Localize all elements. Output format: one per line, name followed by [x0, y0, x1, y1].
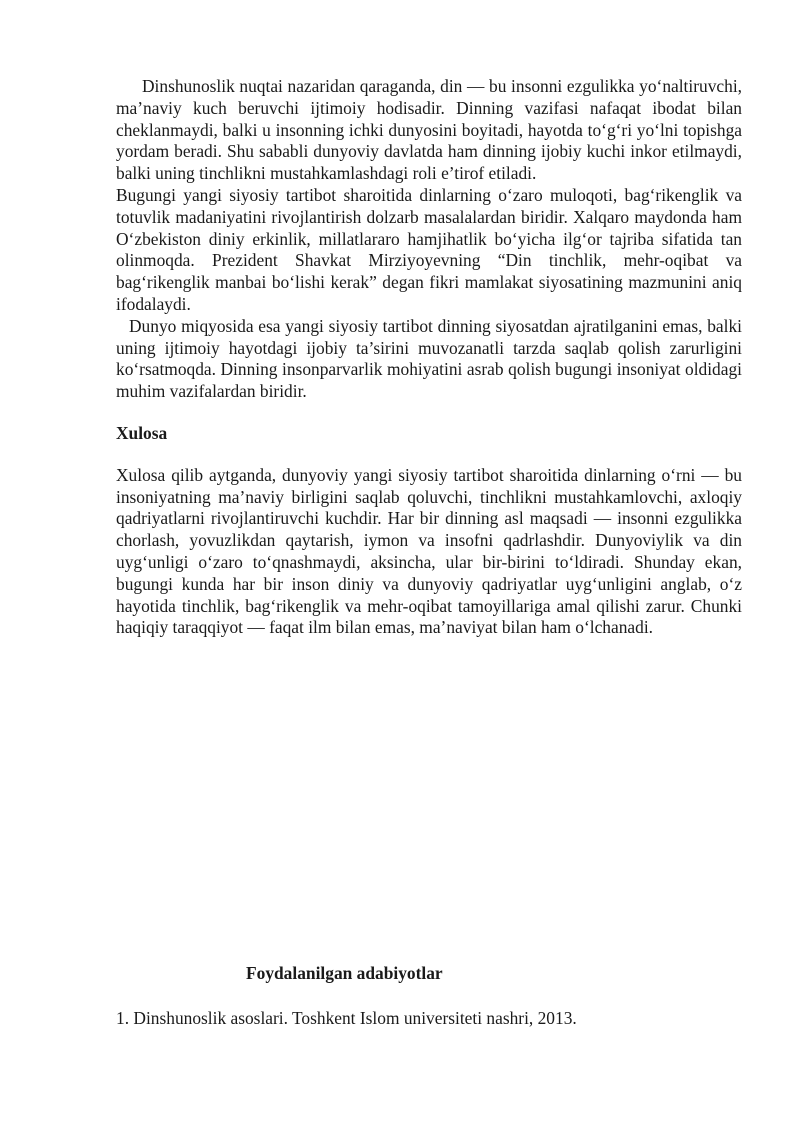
section-heading-references: Foydalanilgan adabiyotlar [246, 963, 443, 983]
body-paragraph: Dinshunoslik nuqtai nazaridan qaraganda, din — bu insonni ezgulikka yo‘naltiruvchi, ma’naviy kuch beruvchi ijtimoiy hodisadir. Dinning vazifasi nafaqat ibodat bilan cheklanmaydi, balki u insonning ichki dunyosini boyitadi, hayotda to‘g‘ri yo‘lni topishga yordam beradi. Shu sababli dunyoviy davlatda ham dinning ijobiy kuchi inkor etilmaydi, balki uning tinchlikni mustahkamlashdagi roli e’tirof etiladi. [116, 76, 742, 184]
conclusion-paragraph: Xulosa qilib aytganda, dunyoviy yangi siyosiy tartibot sharoitida dinlarning o‘rni — bu insoniyatning ma’naviy birligini saqlab qoluvchi, tinchlikni mustahkamlovchi, axloqiy qadriyatlarni rivojlantiruvchi kuchdir. Har bir dinning asl maqsadi — insonni ezgulikka chorlash, yovuzlikdan qaytarish, iymon va insofni qadrlashdir. Dunyoviylik va din uyg‘unligi o‘zaro to‘qnashmaydi, aksincha, ular bir-birini to‘ldiradi. Shunday ekan, bugungi kunda har bir inson diniy va dunyoviy qadriyatlar uyg‘unligini anglab, o‘z hayotida tinchlik, bag‘rikenglik va mehr-oqibat tamoyillariga amal qilishi zarur. Chunki haqiqiy taraqqiyot — faqat ilm bilan emas, ma’naviyat bilan ham o‘lchanadi. [116, 464, 742, 638]
reference-item: 1. Dinshunoslik asoslari. Toshkent Islom universiteti nashri, 2013. [116, 1008, 577, 1028]
section-heading-conclusion: Xulosa [116, 422, 168, 443]
body-paragraph: Dunyo miqyosida esa yangi siyosiy tartibot dinning siyosatdan ajratilganini emas, balki uning ijtimoiy hayotdagi ijobiy ta’sirini muvozanatli tarzda saqlab qolish zarurligini ko‘rsatmoqda. Dinning insonparvarlik mohiyatini asrab qolish bugungi insoniyat oldidagi muhim vazifalardan biridir. [116, 315, 742, 402]
reference-list [116, 1008, 742, 1030]
document-body [116, 76, 742, 639]
body-paragraph: Bugungi yangi siyosiy tartibot sharoitida dinlarning o‘zaro muloqoti, bag‘rikenglik va totuvlik madaniyatini rivojlantirish dolzarb masalalardan biridir. Xalqaro maydonda ham O‘zbekiston diniy erkinlik, millatlararo hamjihatlik bo‘yicha ilg‘or tajriba sifatida tan olinmoqda. Prezident Shavkat Mirziyoyevning “Din tinchlik, mehr-oqibat va bag‘rikenglik manbai bo‘lishi kerak” degan fikri mamlakat siyosatining mazmunini aniq ifodalaydi. [116, 184, 742, 314]
